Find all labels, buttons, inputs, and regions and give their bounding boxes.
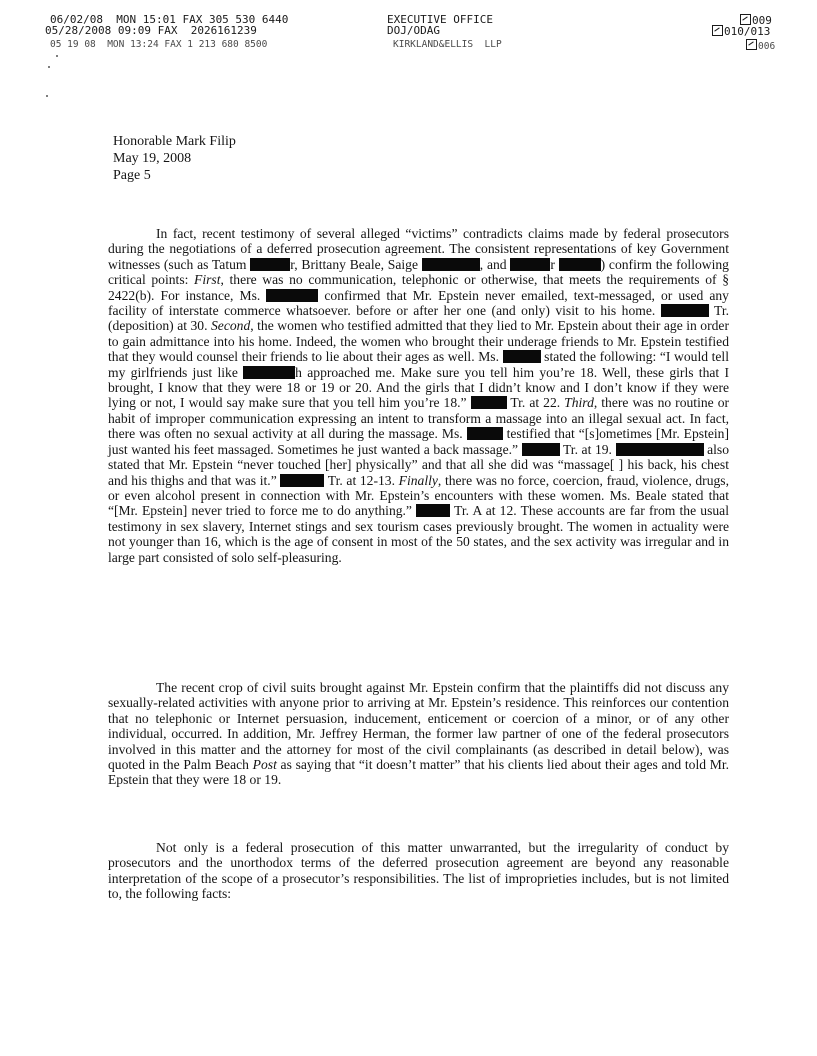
- fax-page-icon: [712, 25, 723, 36]
- redaction: [266, 289, 318, 302]
- fax-header-line-2: 05/28/2008 09:09 FAX 2026161239: [45, 24, 257, 37]
- redaction: [503, 350, 541, 363]
- scan-speck: [46, 95, 48, 97]
- body-paragraph-3: [108, 840, 729, 902]
- redaction: [510, 258, 550, 271]
- page-number: Page 5: [113, 168, 151, 183]
- paragraph-text: In fact, recent testimony of several alleged “victims” contradicts claims made by federal prosecutors during the negotiations of a deferred prosecution agreement. The consistent representations of key Government witnesses (such as Tatum r, Brittany Beale, Saige , and r ) confirm the following critical points: First, there was no communication, telephonic or otherwise, that meets the requirements of § 2422(b). For instance, Ms. confirmed that Mr. Epstein never emailed, text-messaged, or used any facility of interstate commerce whatsoever. before or after her one (and only) visit to his home. Tr. (deposition) at 30. Second, the women who testified admitted that they lied to Mr. Epstein about their age in order to gain admittance into his home. Indeed, the women who brought their underage friends to Mr. Epstein testified that they would counsel their friends to lie about their ages as well. Ms. stated the following: “I would tell my girlfriends just like h approached me. Make sure you tell him you’re 18. Well, these girls that I brought, I know that they were 18 or 19 or 20. And the girls that I didn’t know and I don’t know if they were lying or not, I would say make sure that you tell him you’re 18.” Tr. at 22. Third, there was no routine or habit of improper communication expressing an intent to transform a massage into an illegal sexual act. In fact, there was often no sexual activity at all during the massage. Ms. testified that “[s]ometimes [Mr. Epstein] just wanted his feet massaged. Sometimes he just wanted a back massage.” Tr. at 19. also stated that Mr. Epstein “never touched [her] physically” and that all she did was “massage[ ] his back, his chest and his thighs and that was it.” Tr. at 12-13. Finally, there was no force, coercion, fraud, violence, drugs, or even alcohol present in connection with Mr. Epstein’s encounters with these women. Ms. Beale stated that “[Mr. Epstein] never tried to force me to do anything.” Tr. A at 12. These accounts are far from the usual testimony in sex slavery, Internet stings and sex tourism cases previously brought. The women in actuality were not younger than 16, which is the age of consent in most of the 50 states, and the sex activity was irregular and in large part consisted of solo self-pleasuring.: [108, 226, 730, 565]
- addressee-block: [113, 133, 236, 184]
- letter-date: May 19, 2008: [113, 151, 192, 166]
- fax-header-firm: KIRKLAND&ELLIS LLP: [393, 39, 502, 50]
- fax-header-office: EXECUTIVE OFFICE: [387, 13, 493, 26]
- redaction: [522, 443, 560, 456]
- fax-page-icon: [746, 39, 757, 50]
- redaction: [559, 258, 601, 271]
- redaction: [243, 366, 295, 379]
- scan-speck: [48, 66, 50, 68]
- redaction: [467, 427, 503, 440]
- redaction: [422, 258, 480, 271]
- fax-page-icon: [740, 14, 751, 25]
- fax-page-counter-1: 009: [740, 14, 772, 27]
- redaction: [416, 504, 450, 517]
- redaction: [280, 474, 324, 487]
- paragraph-text: Not only is a federal prosecution of this matter unwarranted, but the irregularity of conduct by prosecutors and the unorthodox terms of the deferred prosecution agreement are beyond any reasonable interpretation of the scope of a prosecutor’s responsibilities. The list of improprieties includes, but is not limited to, the following facts:: [108, 840, 729, 902]
- scan-speck: [56, 55, 58, 57]
- paragraph-text: The recent crop of civil suits brought against Mr. Epstein confirm that the plaintiffs did not discuss any sexually-related activities with anyone prior to arriving at Mr. Epstein’s residence. This reinforces our contention that no telephonic or Internet persuasion, inducement, enticement or coercion of a minor, or of any other individual, occurred. In addition, Mr. Jeffrey Herman, the former law partner of one of the federal prosecutors involved in this matter and the attorney for most of the civil complainants (as described in detail below), was quoted in the Palm Beach Post as saying that “it doesn’t matter” that his clients lied about their ages and told Mr. Epstein that they were 18 or 19.: [108, 680, 729, 788]
- redaction: [616, 443, 704, 456]
- fax-header-line-3: 05 19 08 MON 13:24 FAX 1 213 680 8500: [50, 39, 268, 50]
- redaction: [250, 258, 290, 271]
- redaction: [661, 304, 709, 317]
- fax-page-counter-2: 010/013: [712, 25, 770, 38]
- addressee-name: Honorable Mark Filip: [113, 134, 236, 149]
- body-paragraph-1: [108, 226, 729, 565]
- body-paragraph-2: [108, 680, 729, 788]
- fax-header-line-1: 06/02/08 MON 15:01 FAX 305 530 6440: [50, 13, 289, 26]
- fax-header-doj: DOJ/ODAG: [387, 24, 440, 37]
- fax-page-counter-3: 006: [746, 39, 775, 53]
- redaction: [471, 396, 507, 409]
